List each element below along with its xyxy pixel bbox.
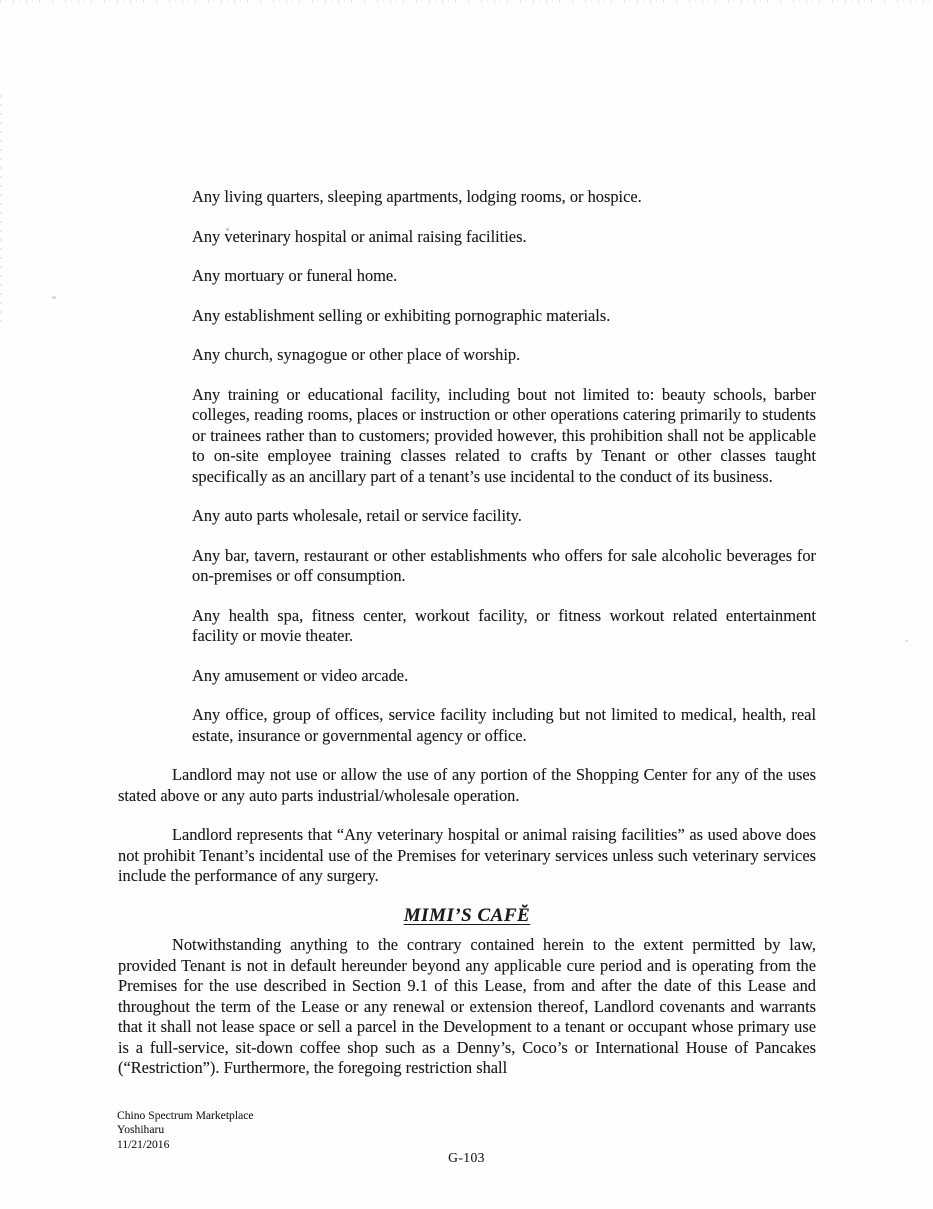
document-body [118,187,816,1079]
scan-noise-left-edge [0,95,2,325]
scan-speck [52,296,56,299]
section-heading-mimis-cafe [118,906,816,927]
prohibited-use-item: Any bar, tavern, restaurant or other establishments who offers for sale alcoholic beverages for on-premises or off consumption. [192,545,816,585]
prohibited-use-item: Any auto parts wholesale, retail or service facility. [192,506,522,525]
prohibited-use-item: Any office, group of offices, service facility including but not limited to medical, health, real estate, insurance or governmental agency or office. [192,705,816,745]
prohibited-use-item: Any church, synagogue or other place of worship. [192,345,521,364]
paragraph-landlord-use-restriction: Landlord may not use or allow the use of any portion of the Shopping Center for any of the uses stated above or any auto parts industrial/wholesale operation. [118,765,816,805]
prohibited-use-item: Any veterinary hospital or animal raising facilities. [192,226,527,246]
paragraph-landlord-represents: Landlord represents that “Any veterinary hospital or animal raising facilities” as used above does not prohibit Tenant’s incidental use of the Premises for veterinary services unless such veterinary services include the performance of any surgery. [118,825,816,885]
prohibited-use-item: Any establishment selling or exhibiting pornographic materials. [192,305,611,325]
footer-block [117,1109,254,1152]
paragraph-mimis-cafe-restriction: Notwithstanding anything to the contrary contained herein to the extent permitted by law, provided Tenant is not in default hereunder beyond any applicable cure period and is operating from the Premises for the use described in Section 9.1 of this Lease, from and after the date of this Lease and throughout the term of the Lease or any renewal or extension thereof, Landlord covenants and warrants that it shall not lease space or sell a parcel in the Development to a tenant or occupant whose primary use is a full-service, sit-down coffee shop such as a Denny’s, Coco’s or International House of Pancakes (“Restriction”). Furthermore, the foregoing restriction shall [118,935,816,1077]
footer-tenant-name: Yoshiharu [117,1123,165,1137]
footer-date: 11/21/2016 [117,1137,170,1151]
page-number: G-103 [448,1150,485,1165]
scan-speck [905,640,908,642]
prohibited-use-item: Any mortuary or funeral home. [192,266,398,285]
prohibited-use-item: Any living quarters, sleeping apartments, lodging rooms, or hospice. [192,187,642,206]
section-heading-text: MIMI’S CAFĔ [403,904,531,926]
prohibited-use-item: Any training or educational facility, including bout not limited to: beauty schools, barber colleges, reading rooms, places or instruction or other operations catering primarily to students or trainees rather than to customers; provided however, this prohibition shall not be applicable to on-site employee training classes related to crafts by Tenant or other classes taught specifically as an ancillary part of a tenant’s use incidental to the conduct of its business. [192,384,816,486]
prohibited-use-item: Any health spa, fitness center, workout facility, or fitness workout related entertainment facility or movie theater. [192,605,816,645]
scan-noise-top-edge [0,0,933,3]
footer-project-name: Chino Spectrum Marketplace [117,1109,254,1122]
prohibited-use-item: Any amusement or video arcade. [192,665,409,685]
